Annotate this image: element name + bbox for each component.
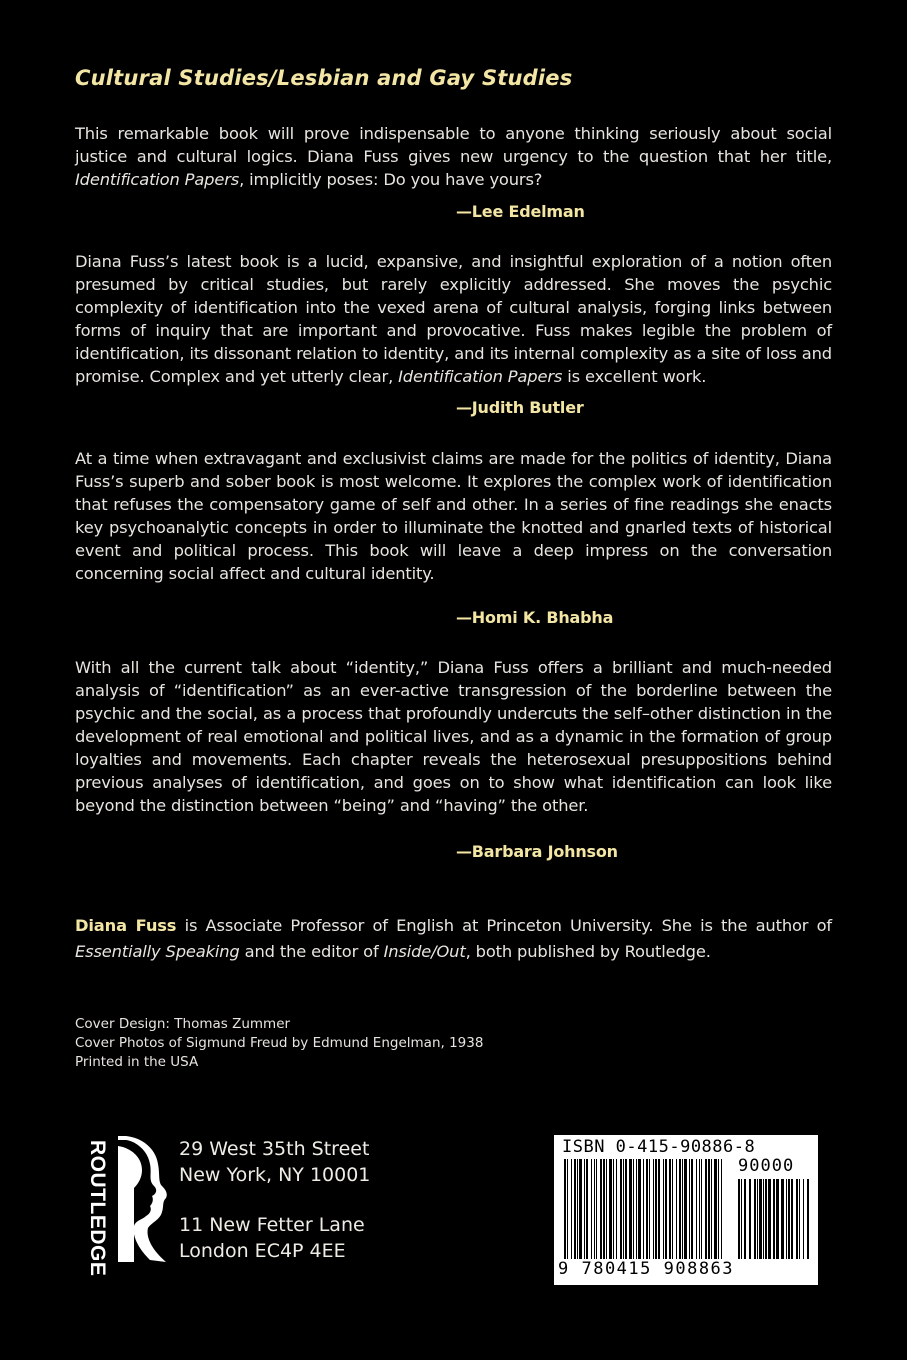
address-line: London EC4P 4EE [179, 1240, 346, 1262]
isbn-number: ISBN 0-415-90886-8 [562, 1137, 756, 1157]
attribution-bhabha: —Homi K. Bhabha [456, 608, 614, 627]
ean-number: 9 780415 908863 [558, 1259, 735, 1279]
category-label: Cultural Studies/Lesbian and Gay Studies [75, 66, 573, 90]
cover-credits [75, 1015, 483, 1072]
address-line: New York, NY 10001 [179, 1164, 371, 1186]
address-line: 11 New Fetter Lane [179, 1214, 365, 1236]
address-line: 29 West 35th Street [179, 1138, 370, 1160]
address-new-york [179, 1136, 370, 1188]
address-london [179, 1212, 365, 1264]
credit-printed: Printed in the USA [75, 1054, 199, 1070]
attribution-edelman: —Lee Edelman [456, 202, 585, 221]
blurb-edelman: This remarkable book will prove indispensable to anyone thinking seriously about social justice and cultural logics. Diana Fuss gives new urgency to the question that her title, Identification Papers, implicitly poses: Do you have yours? [75, 124, 832, 189]
attribution-johnson: —Barbara Johnson [456, 842, 618, 861]
blurb-bhabha: At a time when extravagant and exclusivist claims are made for the politics of identity, Diana Fuss’s superb and sober book is most welcome. It explores the complex work of identification that refuses the compensatory game of self and other. In a series of fine readings she enacts key psychoanalytic concepts in order to illuminate the knotted and gnarled texts of historical event and political process. This book will leave a deep impress on the conversation concerning social affect and cultural identity. [75, 449, 832, 583]
attribution-butler: —Judith Butler [456, 398, 584, 417]
price-code: 90000 [738, 1156, 795, 1176]
author-bio: Diana Fuss is Associate Professor of English at Princeton University. She is the author of Essentially Speaking and the editor of Inside/Out, both published by Routledge. [75, 916, 832, 961]
blurb-butler: Diana Fuss’s latest book is a lucid, expansive, and insightful exploration of a notion often presumed by critical studies, but rarely explicitly addressed. She moves the psychic complexity of identification into the vexed arena of cultural analysis, forging links between forms of inquiry that are important and provocative. Fuss makes legible the problem of identification, its dissonant relation to identity, and its internal complexity as a site of loss and promise. Complex and yet utterly clear, Identification Papers is excellent work. [75, 252, 832, 386]
barcode-panel [554, 1135, 818, 1285]
routledge-wordmark: ROUTLEDGE [86, 1140, 109, 1277]
blurb-johnson: With all the current talk about “identity,” Diana Fuss offers a brilliant and much-needed analysis of “identification” as an ever-active transgression of the borderline between the psychic and the social, as a process that profoundly undercuts the self–other distinction in the development of real emotional and political lives, and as a dynamic in the formation of group loyalties and movements. Each chapter reveals the heterosexual presuppositions behind previous analyses of identification, and goes on to show what identification can look like beyond the distinction between “being” and “having” the other. [75, 658, 832, 815]
credit-photos: Cover Photos of Sigmund Freud by Edmund Engelman, 1938 [75, 1035, 484, 1051]
credit-design: Cover Design: Thomas Zummer [75, 1016, 291, 1032]
routledge-logo-icon [80, 1136, 170, 1277]
